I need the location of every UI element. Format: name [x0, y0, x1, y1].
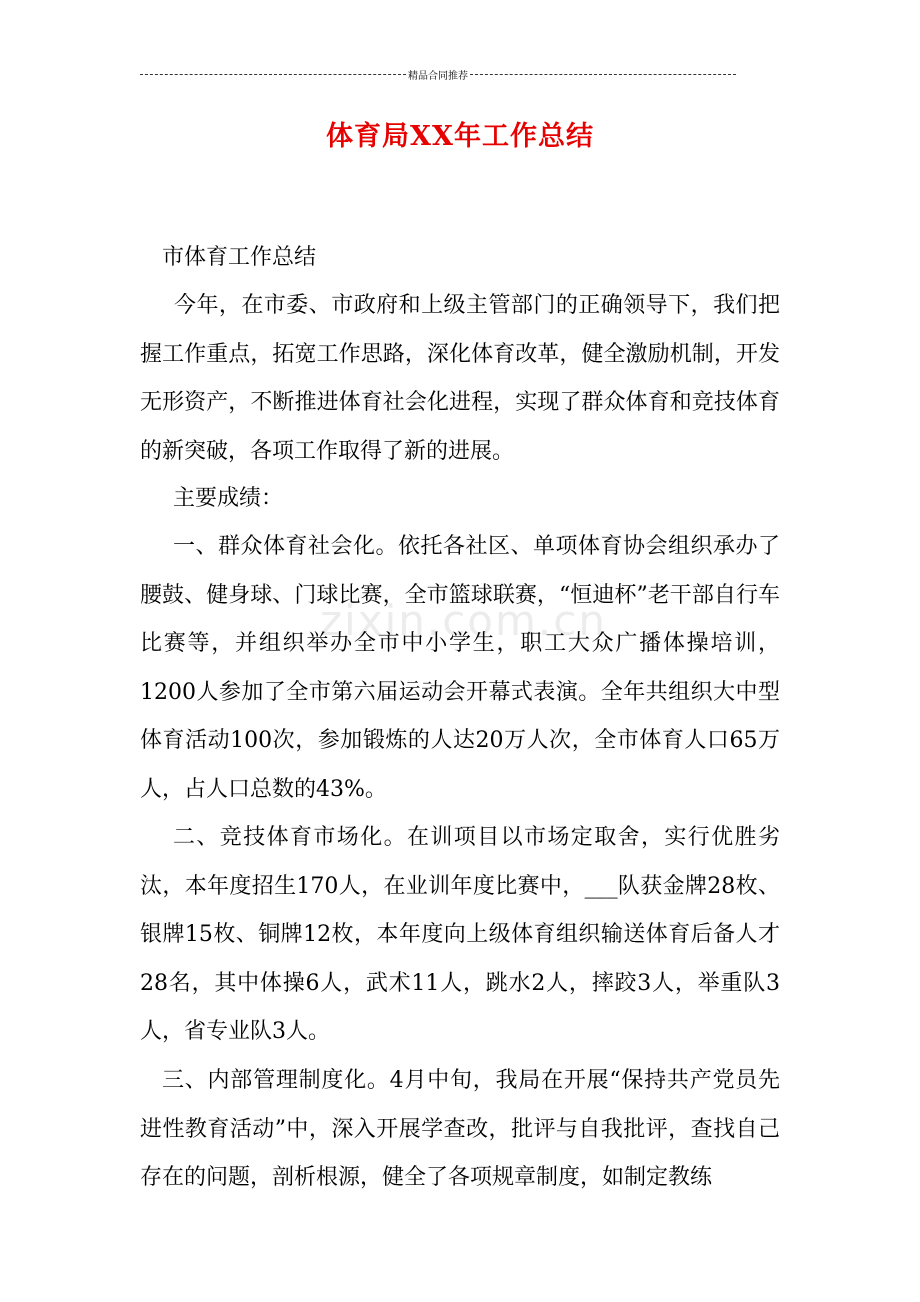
header-divider-right [470, 74, 736, 75]
document-title: 体育局XX年工作总结 [326, 121, 594, 152]
header-label: 精品合同推荐 [408, 70, 468, 82]
paragraph-internal-management: 三、内部管理制度化。4月中旬，我局在开展“保持共产党员先进性教育活动”中，深入开展学查改，批评与自我批评，查找自己存在的问题，剖析根源，健全了各项规章制度，如制定教练 [140, 1068, 780, 1191]
header-divider-left [140, 74, 406, 75]
paragraph-intro: 今年，在市委、市政府和上级主管部门的正确领导下，我们把握工作重点，拓宽工作思路，深化体育改革，健全激励机制，开发无形资产，不断推进体育社会化进程，实现了群众体育和竞技体育的新突破，各项工作取得了新的进展。 [140, 293, 780, 464]
paragraph-mass-sports: 一、群众体育社会化。依托各社区、单项体育协会组织承办了腰鼓、健身球、门球比赛，全市篮球联赛，“恒迪杯”老干部自行车比赛等，并组织举办全市中小学生，职工大众广播体操培训，1200人参加了全市第六届运动会开幕式表演。全年共组织大中型体育活动100次，参加锻炼的人达20万人次，全市体育人口65万人，占人口总数的43%。 [140, 534, 780, 802]
document-subheading: 市体育工作总结 [162, 245, 317, 270]
page-header [140, 66, 736, 82]
paragraph-main-achievements: 主要成绩： [173, 486, 284, 511]
watermark: zixin.com.cn [320, 596, 607, 645]
paragraph-competitive-sports: 二、竞技体育市场化。在训项目以市场定取舍，实行优胜劣汰，本年度招生170人，在业训年度比赛中，___队获金牌28枚、银牌15枚、铜牌12枚，本年度向上级体育组织输送体育后备人才28名，其中体操6人，武术11人，跳水2人，摔跤3人，举重队3人，省专业队3人。 [140, 825, 780, 1045]
